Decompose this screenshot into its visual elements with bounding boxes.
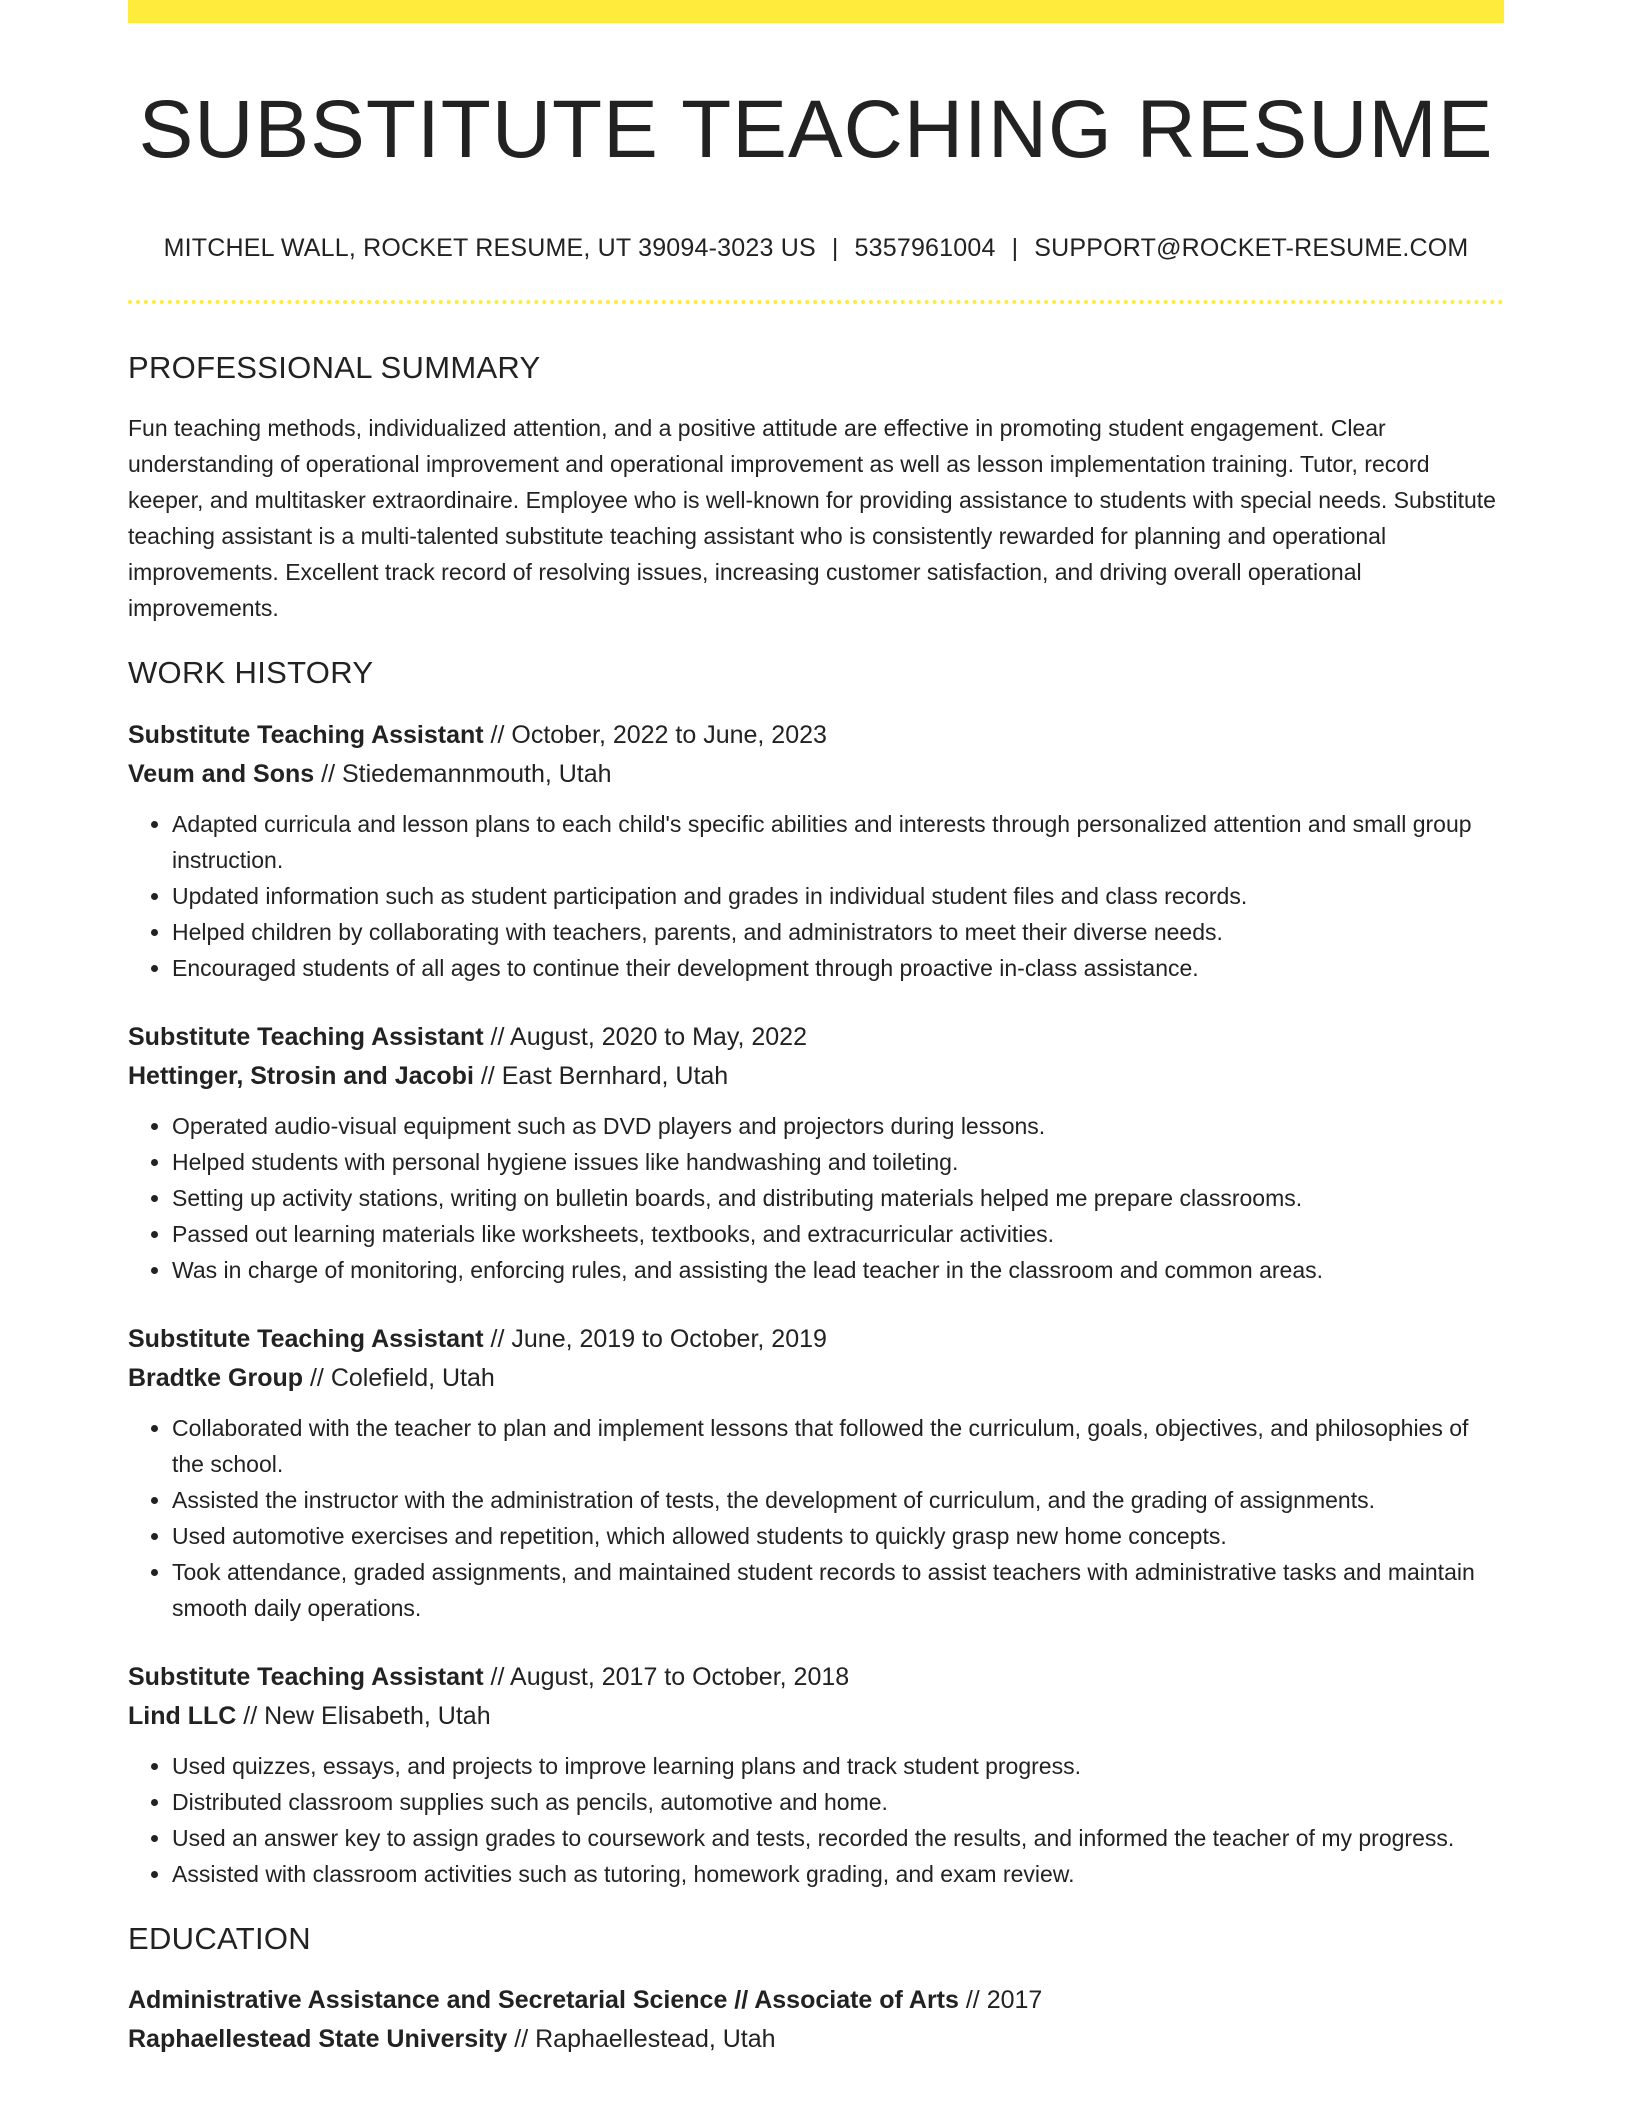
job-title: Substitute Teaching Assistant	[128, 1022, 484, 1051]
job-title-line	[128, 1658, 1504, 1697]
job-bullet: • Updated information such as student participation and grades in individual student files and class records.	[172, 878, 1504, 914]
summary-text: Fun teaching methods, individualized attention, and a positive attitude are effective in promoting student engagement. Clear understanding of operational improvement and operational improvement as well as lesson implementation training. Tutor, record keeper, and multitasker extraordinaire. Employee who is well-known for providing assistance to students with special needs. Substitute teaching assistant is a multi-talented substitute teaching assistant who is consistently rewarded for planning and operational improvements. Excellent track record of resolving issues, increasing customer satisfaction, and driving overall operational improvements.	[128, 415, 1496, 622]
job-entry	[128, 716, 1504, 986]
resume-page	[128, 0, 1504, 2059]
job-company: Veum and Sons	[128, 759, 315, 788]
job-title-line	[128, 1018, 1504, 1057]
contact-separator: |	[1011, 234, 1019, 263]
contact-address: MITCHEL WALL, ROCKET RESUME, UT 39094-3023 US	[163, 234, 816, 263]
job-title-line	[128, 1320, 1504, 1359]
job-company-line	[128, 1359, 1504, 1398]
job-bullet: • Used automotive exercises and repetition, which allowed students to quickly grasp new home concepts.	[172, 1518, 1504, 1554]
job-bullet: • Setting up activity stations, writing on bulletin boards, and distributing materials helped me prepare classrooms.	[172, 1180, 1504, 1216]
contact-line	[128, 233, 1504, 263]
education-degree: Administrative Assistance and Secretarial Science // Associate of Arts	[128, 1985, 959, 2014]
job-title: Substitute Teaching Assistant	[128, 720, 484, 749]
job-dates: // October, 2022 to June, 2023	[483, 720, 827, 749]
education-degree-line	[128, 1981, 1504, 2020]
job-company: Lind LLC	[128, 1701, 237, 1730]
job-dates: // June, 2019 to October, 2019	[483, 1324, 827, 1353]
job-company: Hettinger, Strosin and Jacobi	[128, 1061, 474, 1090]
job-bullet: • Collaborated with the teacher to plan and implement lessons that followed the curriculum, goals, objectives, and philosophies of the school.	[172, 1410, 1504, 1482]
education-entry	[128, 1981, 1504, 2059]
job-bullet: • Assisted with classroom activities such as tutoring, homework grading, and exam review.	[172, 1856, 1504, 1892]
education-year: // 2017	[958, 1985, 1043, 2014]
job-bullet: • Encouraged students of all ages to continue their development through proactive in-class assistance.	[172, 950, 1504, 986]
job-dates: // August, 2020 to May, 2022	[483, 1022, 807, 1051]
work-history-heading: WORK HISTORY	[128, 655, 374, 691]
job-bullet: • Was in charge of monitoring, enforcing rules, and assisting the lead teacher in the classroom and common areas.	[172, 1252, 1504, 1288]
job-bullet: • Assisted the instructor with the administration of tests, the development of curriculum, and the grading of assignments.	[172, 1482, 1504, 1518]
contact-separator: |	[831, 234, 839, 263]
job-entry	[128, 1320, 1504, 1626]
education-school: Raphaellestead State University	[128, 2024, 508, 2053]
job-bullets	[128, 1748, 1504, 1892]
job-bullet: • Used quizzes, essays, and projects to improve learning plans and track student progress.	[172, 1748, 1504, 1784]
job-bullet: • Helped students with personal hygiene issues like handwashing and toileting.	[172, 1144, 1504, 1180]
top-accent-bar	[128, 0, 1504, 23]
job-bullets	[128, 1410, 1504, 1626]
job-title: Substitute Teaching Assistant	[128, 1324, 484, 1353]
job-entry	[128, 1658, 1504, 1892]
dotted-divider	[128, 300, 1504, 304]
job-bullet: • Distributed classroom supplies such as pencils, automotive and home.	[172, 1784, 1504, 1820]
job-bullet: • Operated audio-visual equipment such as DVD players and projectors during lessons.	[172, 1108, 1504, 1144]
contact-phone: 5357961004	[854, 234, 996, 263]
job-company-line	[128, 1057, 1504, 1096]
job-company-line	[128, 755, 1504, 794]
education-school-line	[128, 2020, 1504, 2059]
job-location: // Stiedemannmouth, Utah	[314, 759, 612, 788]
education-location: // Raphaellestead, Utah	[507, 2024, 776, 2053]
job-dates: // August, 2017 to October, 2018	[483, 1662, 850, 1691]
job-bullet: • Took attendance, graded assignments, and maintained student records to assist teachers with administrative tasks and maintain smooth daily operations.	[172, 1554, 1504, 1626]
job-bullets	[128, 806, 1504, 986]
job-location: // Colefield, Utah	[303, 1363, 495, 1392]
job-location: // East Bernhard, Utah	[473, 1061, 729, 1090]
job-location: // New Elisabeth, Utah	[236, 1701, 491, 1730]
job-company: Bradtke Group	[128, 1363, 304, 1392]
job-bullets	[128, 1108, 1504, 1288]
job-company-line	[128, 1697, 1504, 1736]
contact-email: SUPPORT@ROCKET-RESUME.COM	[1034, 234, 1469, 263]
job-title-line	[128, 716, 1504, 755]
summary-heading: PROFESSIONAL SUMMARY	[128, 350, 541, 386]
resume-title: SUBSTITUTE TEACHING RESUME	[138, 84, 1494, 175]
education-heading: EDUCATION	[128, 1920, 311, 1956]
job-bullet: • Passed out learning materials like worksheets, textbooks, and extracurricular activities.	[172, 1216, 1504, 1252]
job-entry	[128, 1018, 1504, 1288]
job-bullet: • Adapted curricula and lesson plans to each child's specific abilities and interests through personalized attention and small group instruction.	[172, 806, 1504, 878]
job-bullet: • Helped children by collaborating with teachers, parents, and administrators to meet their diverse needs.	[172, 914, 1504, 950]
job-title: Substitute Teaching Assistant	[128, 1662, 484, 1691]
job-bullet: • Used an answer key to assign grades to coursework and tests, recorded the results, and informed the teacher of my progress.	[172, 1820, 1504, 1856]
